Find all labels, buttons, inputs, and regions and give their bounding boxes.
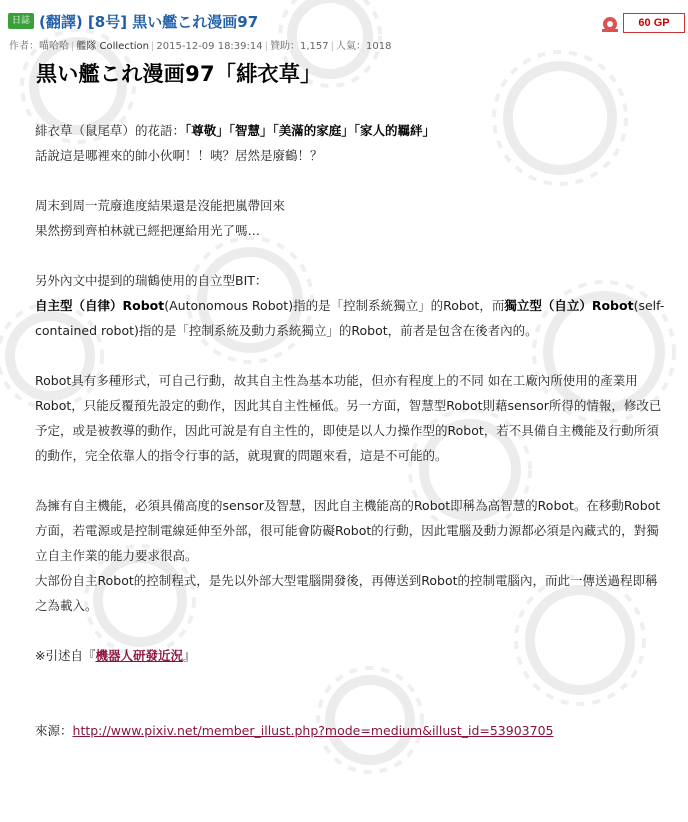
spacer xyxy=(35,243,665,268)
collection-link[interactable]: 艦隊 Collection xyxy=(76,41,150,52)
views-count: 人氣：1018 xyxy=(336,41,392,52)
meta-divider: | xyxy=(71,41,75,52)
paragraph: 為擁有自主機能，必須具備高度的sensor及智慧，因此自主機能高的Robot即稱為高智慧的Robot。在移動Robot方面，若電源或是控制電線延伸至外部，很可能會防礙Robot的行動，因此電腦及動力源都必須是內藏式的，對獨立自主作業的能力要求很高。 xyxy=(35,498,661,563)
paragraph: 話說這是哪裡來的帥小伙啊！！咦？居然是廢鶴！？ xyxy=(35,148,323,163)
post-type-badge: 日誌 xyxy=(8,13,34,29)
meta-divider: | xyxy=(151,41,155,52)
spacer xyxy=(35,343,665,368)
gp-logo-icon xyxy=(600,13,620,33)
post-title[interactable]: (翻譯) [8号] 黒い艦これ漫画97 xyxy=(39,13,259,31)
post-date: 2015-12-09 18:39:14 xyxy=(156,41,263,52)
spacer xyxy=(35,168,665,193)
citation xyxy=(35,643,665,668)
source-link[interactable]: http://www.pixiv.net/member_illust.php?mode=medium&illust_id=53903705 xyxy=(72,723,554,738)
gp-button[interactable]: 60 GP xyxy=(623,13,685,33)
author-link[interactable]: 喵哈哈 xyxy=(39,41,69,52)
source-label: 來源： xyxy=(35,723,73,738)
citation-link[interactable]: 機器人研發近況 xyxy=(95,648,183,663)
paragraph: 大部份自主Robot的控制程式，是先以外部大型電腦開發後，再傳送到Robot的控制電腦內，而此一傳送過程即稱之為載入。 xyxy=(35,573,658,613)
meta-divider: | xyxy=(330,41,335,52)
paragraph xyxy=(35,293,665,343)
paragraph xyxy=(35,118,665,143)
post-meta xyxy=(9,37,391,52)
article-title: 黒い艦これ漫画97「緋衣草」 xyxy=(36,62,322,86)
paragraph: 周末到周一荒廢進度結果還是沒能把嵐帶回來 xyxy=(35,198,286,213)
article-body xyxy=(35,118,665,743)
text-span: ※引述自『 xyxy=(35,648,96,663)
spacer xyxy=(35,618,665,643)
bold-text: 「尊敬」「智慧」「美滿的家庭」「家人的羈絆」 xyxy=(185,123,436,138)
text-span: 緋衣草（鼠尾草）的花語： xyxy=(35,123,186,138)
post-header xyxy=(8,11,680,33)
text-span: 』 xyxy=(183,648,196,663)
paragraph: Robot具有多種形式，可自己行動，故其自主性為基本功能，但亦有程度上的不同 如在工廠內所使用的產業用Robot，只能反覆預先設定的動作，因此其自主性極低。另一方面，智慧型Robot則藉sensor所得的情報，修改已予定，或是被教導的動作，因此可說是有自主性的，即使是以人力操作型的Robot，若不具備自主機能及行動所須的動作，完全依靠人的指令行事的話，就現實的問題來看，這是不可能的。 xyxy=(35,373,662,463)
paragraph: 另外內文中提到的瑞鶴使用的自立型BIT： xyxy=(35,273,268,288)
likes-count: 贊助：1,157 xyxy=(270,41,329,52)
spacer xyxy=(35,668,665,693)
spacer xyxy=(35,693,665,718)
text-span: (Autonomous Robot)指的是「控制系統獨立」的Robot，而 xyxy=(164,298,505,313)
source-line xyxy=(35,718,665,743)
paragraph: 果然撈到齊柏林就已經把運給用光了嗎… xyxy=(35,223,261,238)
text-span: (self-contained robot)指的是「控制系統及動力系統獨立」的Robot，前者是包含在後者內的。 xyxy=(35,298,665,338)
author-label: 作者： xyxy=(9,41,39,52)
bold-text: 自主型（自律）Robot xyxy=(35,298,165,313)
bold-text: 獨立型（自立）Robot xyxy=(504,298,634,313)
meta-divider: | xyxy=(264,41,268,52)
spacer xyxy=(35,468,665,493)
